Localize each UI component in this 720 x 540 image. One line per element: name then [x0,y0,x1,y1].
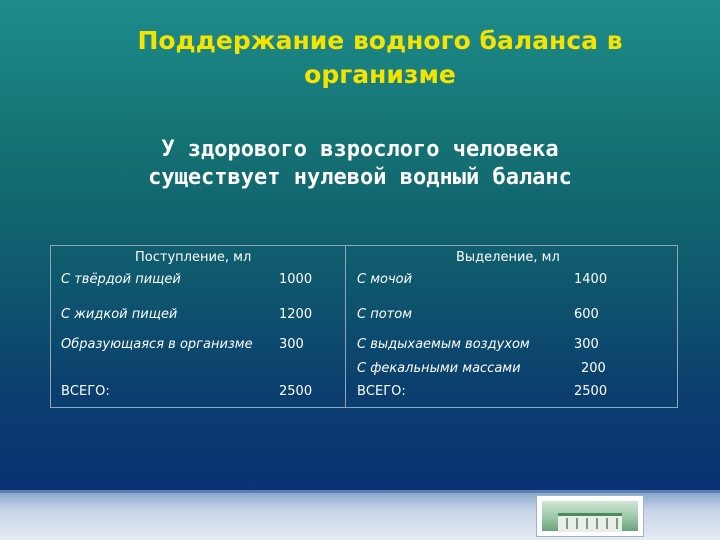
intake-label: С твёрдой пищей [61,272,181,287]
column-mark [606,518,608,529]
column-divider [345,246,346,407]
logo-image [542,501,638,531]
water-balance-table [50,245,678,408]
column-mark [576,518,578,529]
output-label: С потом [357,307,412,322]
column-mark [566,518,568,529]
intake-label: С жидкой пищей [61,307,178,322]
output-value: 200 [581,361,606,376]
slide-subtitle [60,136,660,192]
total-intake-value: 2500 [279,384,313,399]
total-output-value: 2500 [574,384,608,399]
header-intake: Поступление, мл [135,250,252,265]
subtitle-line-1: У здорового взрослого человека [161,137,559,162]
intake-value: 1000 [279,272,313,287]
output-label: С фекальными массами [357,361,521,376]
output-value: 1400 [574,272,608,287]
column-mark [616,518,618,529]
intake-label: Образующаяся в организме [61,337,253,352]
column-mark [596,518,598,529]
intake-value: 1200 [279,307,313,322]
column-mark [586,518,588,529]
output-value: 600 [574,307,599,322]
total-intake-label: ВСЕГО: [61,384,110,399]
output-value: 300 [574,337,599,352]
logo [536,495,644,537]
output-label: С выдыхаемым воздухом [357,337,530,352]
output-label: С мочой [357,272,413,287]
slide-title: Поддержание водного баланса в организме [137,26,623,89]
subtitle-line-2: существует нулевой водный баланс [148,165,572,190]
footer-divider [0,490,720,493]
header-output: Выделение, мл [456,250,560,265]
total-output-label: ВСЕГО: [357,384,406,399]
intake-value: 300 [279,337,304,352]
